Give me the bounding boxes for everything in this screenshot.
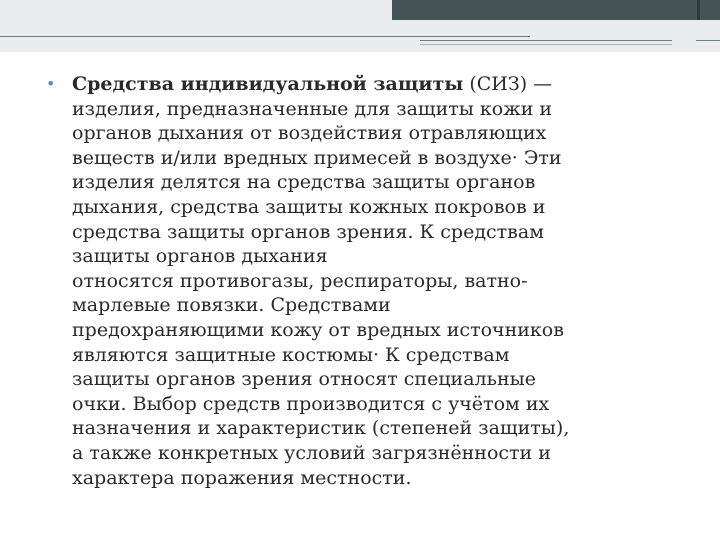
text-line: защиты органов дыхания (72, 245, 328, 268)
text-line: марлевые повязки. Средствами (72, 294, 391, 317)
text-line: веществ и/или вредных примесей в воздухе· Эти (72, 146, 562, 169)
header-accent-tick (697, 0, 700, 20)
text-line: защиты органов зрения относят специальные (72, 368, 536, 391)
defined-term: Средства индивидуальной защиты (72, 73, 464, 95)
text-line: органов дыхания от воздействия отравляющих (72, 122, 547, 145)
header-rule (420, 44, 672, 45)
header-rule (0, 36, 530, 37)
text-line: являются защитные костюмы· К средствам (72, 343, 510, 366)
text-line: а также конкретных условий загрязнённости и (72, 441, 551, 464)
text-line: относятся противогазы, респираторы, ватно- (72, 269, 528, 292)
header-rule (696, 40, 720, 41)
text-line: дыхания, средства защиты кожных покровов и (72, 195, 546, 218)
text-line: (СИЗ) — (463, 73, 553, 95)
text-line: предохраняющими кожу от вредных источников (72, 318, 564, 341)
bullet-icon: • (46, 74, 56, 93)
text-line: средства защиты органов зрения. К средствам (72, 220, 544, 243)
definition-paragraph (72, 72, 686, 490)
text-line: назначения и характеристик (степеней защиты), (72, 417, 570, 440)
text-line: характера поражения местности. (72, 466, 412, 489)
slide-body (46, 72, 686, 490)
text-line: изделия делятся на средства защиты органов (72, 171, 536, 194)
header-dark-bar (392, 0, 720, 20)
text-line: очки. Выбор средств производится с учётом их (72, 392, 550, 415)
header-rule (420, 40, 672, 41)
text-line: изделия, предназначенные для защиты кожи и (72, 97, 553, 120)
